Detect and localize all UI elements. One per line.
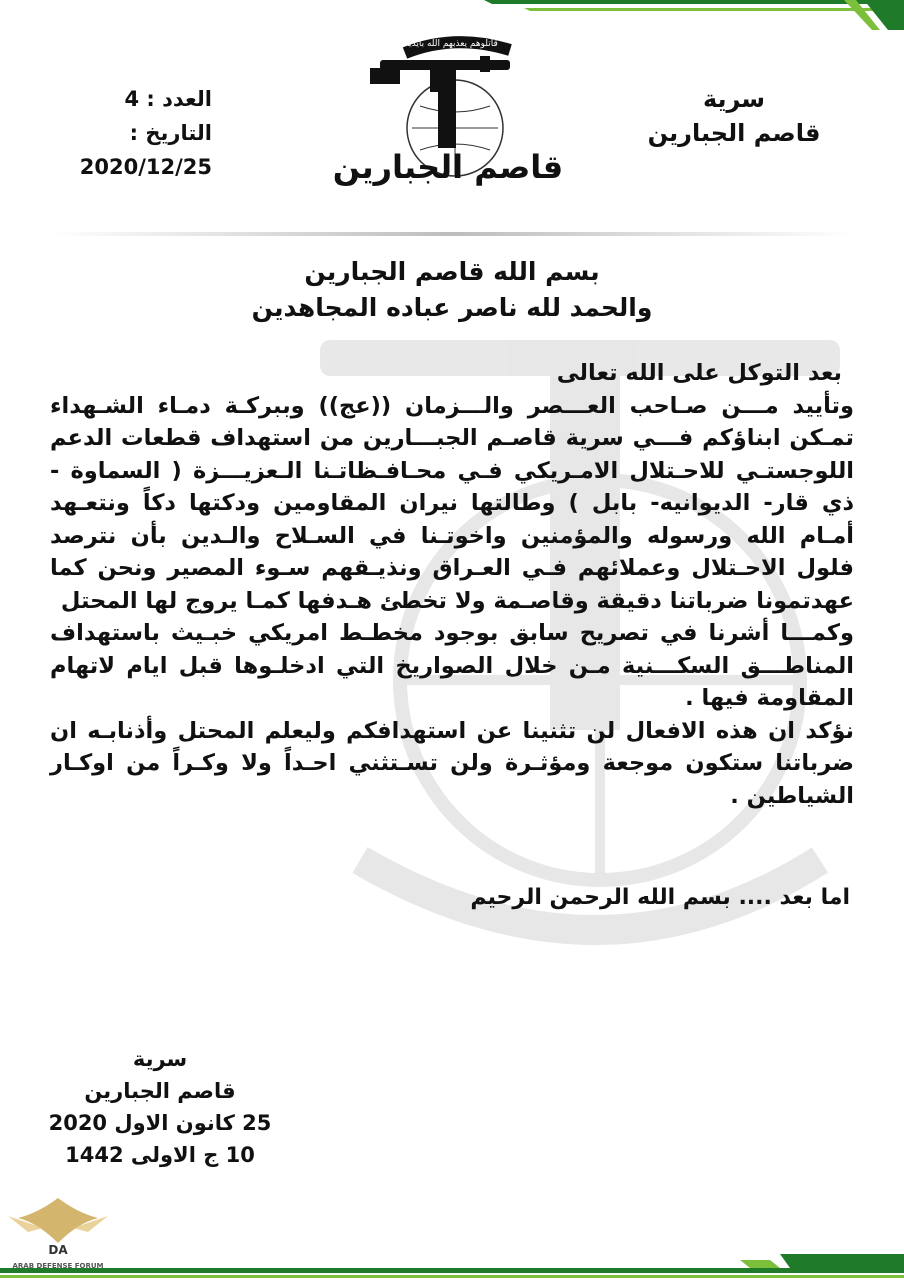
- forum-logo: [8, 1188, 108, 1278]
- opening-titles: [150, 254, 754, 326]
- brigade-emblem-logo: [332, 28, 564, 208]
- body-paragraph-warning: وكمـــا أشرنا في تصريح سابق بوجود مخطـط امريكي خبـيث باستهداف المناطـــق السكـــنية مـن خلال الصواريخ التي ادخلـوها قبل ايام لاتهام المقاومة فيها .: [50, 620, 854, 711]
- body-paragraph-opening: بعد التوكل على الله تعالى: [556, 360, 842, 386]
- issue-date-block: [12, 82, 212, 184]
- logo-calligraphy-text: قاصم الجبارين: [332, 148, 564, 186]
- closing-line: اما بعد .... بسم الله الرحمن الرحيم: [470, 885, 850, 910]
- statement-body: [50, 357, 854, 812]
- unit-name-header: [634, 82, 834, 150]
- unit-line2: قاصم الجبارين: [647, 119, 821, 147]
- signature-block: [40, 1043, 280, 1171]
- forum-logo-name: ARAB DEFENSE FORUM: [12, 1262, 104, 1270]
- signature-line2: قاصم الجبارين: [84, 1079, 236, 1103]
- forum-logo-badge: DA: [48, 1243, 68, 1257]
- top-right-corner-stripes: [484, 0, 904, 30]
- body-paragraph-main: وتأييد مـــن صـاحب العـــصر والـــزمان ((عج)) وببركـة دمـاء الشـهداء تمـكن ابناؤكم فـــي سرية قاصـم الجبـــارين من استهداف قطعات الدعم اللوجستـي للاحـتلال الامـريكي فـي محـافـظاتـنا الـعزيـــزة ( السماوة - ذي قار- الديوانيه- بابل ) وطالتها نيران المقاومين ودكتها دكاً ونتعـهد أمـام الله ورسوله والمؤمنين واخوتـنا في السـلاح والـدين بأن نترصد فلول الاحـتلال وعملائهم فـي العـراق ونذيـقهم سـوء المصير ونحن كما عهدتمونا ضرباتنا دقيقة وقاصـمة ولا تخطئ هـدفها كمـا يروج لها المحتل: [50, 392, 854, 614]
- hamd-title: والحمد لله ناصر عباده المجاهدين: [251, 293, 653, 322]
- body-paragraph-assertion: نؤكد ان هذه الافعال لن تثنينا عن استهدافكم وليعلم المحتل وأذنابـه ان ضرباتنا ستكون موجعة ومؤثـرة ولن تسـتثني احـداً ولا وكـراً من اوكـار الشياطين .: [50, 717, 854, 809]
- unit-line1: سرية: [702, 85, 766, 113]
- header-divider: [50, 230, 854, 238]
- issue-date: التاريخ : 2020/12/25: [79, 121, 212, 179]
- signature-date-hijri: 10 ج الاولى 1442: [65, 1143, 255, 1167]
- issue-number: العدد : 4: [124, 87, 212, 111]
- signature-line1: سرية: [132, 1047, 188, 1071]
- signature-date-gregorian: 25 كانون الاول 2020: [48, 1111, 272, 1135]
- bottom-border-stripes: [0, 1254, 904, 1280]
- logo-banner-text: قاتلوهم يعذبهم الله بأيديكم: [398, 39, 498, 49]
- basmala-title: بسم الله قاصم الجبارين: [304, 257, 600, 286]
